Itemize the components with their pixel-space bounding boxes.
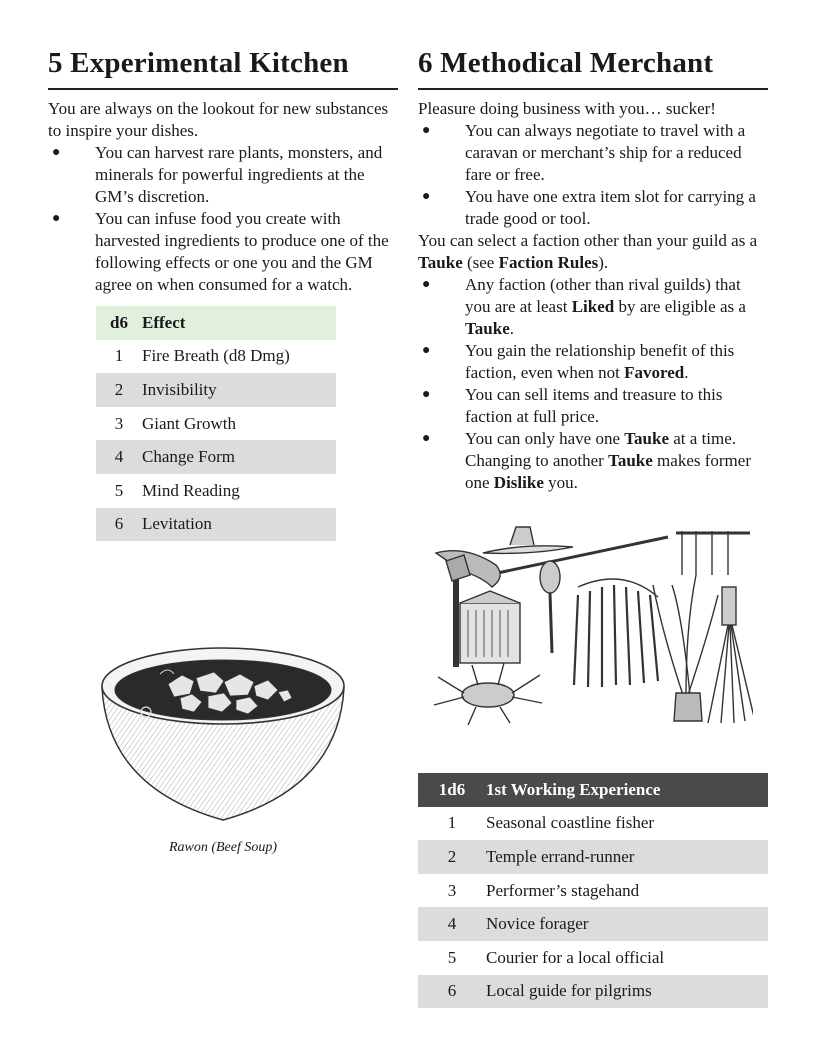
table-header-cell: 1d6 bbox=[418, 773, 486, 807]
table-header-cell: 1st Working Experience bbox=[486, 773, 768, 807]
table-cell: Invisibility bbox=[142, 373, 336, 407]
table-header-row bbox=[418, 773, 768, 807]
list-item: ● You can only have one Tauke at a time. Changing to another Tauke makes former one Dislike you. bbox=[422, 429, 751, 492]
bullet-icon: ● bbox=[422, 431, 431, 446]
table-cell: 4 bbox=[96, 440, 142, 474]
table-row bbox=[418, 874, 768, 908]
bullet-icon: ● bbox=[422, 123, 431, 138]
table-cell: 3 bbox=[447, 880, 457, 900]
table-cell: Fire Breath (d8 Dmg) bbox=[142, 346, 290, 366]
table-header-row bbox=[96, 306, 336, 340]
table-cell: Change Form bbox=[142, 440, 336, 474]
table-cell: Giant Growth bbox=[142, 413, 236, 433]
section-title-kitchen: 5 Experimental Kitchen bbox=[48, 44, 398, 90]
table-cell: 5 bbox=[114, 480, 124, 500]
faction-paragraph: You can select a faction other than your guild as a Tauke (see Faction Rules). bbox=[418, 231, 758, 272]
list-item: ● You have one extra item slot for carrying a trade good or tool. bbox=[422, 187, 756, 228]
bullet-icon: ● bbox=[422, 277, 431, 292]
list-item: ● Any faction (other than rival guilds) that you are at least Liked by are eligible as a Tauke. bbox=[422, 275, 746, 338]
table-header-cell: d6 bbox=[96, 306, 142, 340]
table-cell: 2 bbox=[96, 373, 142, 407]
table-cell: Temple errand-runner bbox=[486, 840, 768, 874]
table-cell: 1 bbox=[114, 346, 124, 366]
table-row bbox=[418, 840, 768, 874]
list-item: ● You can infuse food you create with harvested ingredients to produce one of the following effects or one you and the GM agree on when consumed for a watch. bbox=[52, 209, 389, 294]
table-row bbox=[418, 807, 768, 841]
table-cell: 1 bbox=[447, 813, 457, 833]
table-row bbox=[96, 440, 336, 474]
table-row bbox=[96, 407, 336, 441]
experimental-kitchen-section bbox=[48, 44, 398, 541]
bullet-icon: ● bbox=[52, 145, 61, 160]
list-item: ● You can harvest rare plants, monsters, and minerals for powerful ingredients at the GM’s discretion. bbox=[52, 143, 383, 206]
table-header-cell: Effect bbox=[142, 306, 336, 340]
soup-bowl-illustration bbox=[98, 638, 348, 823]
list-item: ● You gain the relationship benefit of this faction, even when not Favored. bbox=[422, 341, 735, 382]
merchant-bullets-1 bbox=[418, 120, 768, 230]
table-cell: 6 bbox=[418, 975, 486, 1009]
table-row bbox=[418, 975, 768, 1009]
table-cell: Courier for a local official bbox=[486, 947, 665, 967]
list-item: ● You can sell items and treasure to this faction at full price. bbox=[422, 385, 723, 426]
table-row bbox=[96, 508, 336, 542]
table-row bbox=[96, 373, 336, 407]
soup-bowl-icon bbox=[98, 638, 348, 823]
table-cell: Local guide for pilgrims bbox=[486, 975, 768, 1009]
trade-tools-icon bbox=[428, 525, 753, 735]
table-cell: 3 bbox=[114, 413, 124, 433]
soup-caption: Rawon (Beef Soup) bbox=[168, 840, 278, 855]
methodical-merchant-section bbox=[418, 44, 768, 494]
table-cell: Novice forager bbox=[486, 907, 768, 941]
table-cell: Mind Reading bbox=[142, 480, 240, 500]
table-cell: Seasonal coastline fisher bbox=[486, 813, 655, 833]
effect-table bbox=[96, 306, 336, 541]
table-cell: 5 bbox=[447, 947, 457, 967]
merchant-intro: Pleasure doing business with you… sucker! bbox=[418, 99, 716, 118]
bullet-icon: ● bbox=[422, 387, 431, 402]
table-row bbox=[418, 907, 768, 941]
list-item: ● You can always negotiate to travel with a caravan or merchant’s ship for a reduced fare or free. bbox=[422, 121, 746, 184]
section-title-merchant: 6 Methodical Merchant bbox=[418, 44, 768, 90]
kitchen-intro: You are always on the lookout for new substances to inspire your dishes. bbox=[48, 99, 389, 140]
table-cell: Levitation bbox=[142, 508, 336, 542]
table-cell: 6 bbox=[96, 508, 142, 542]
table-cell: Performer’s stagehand bbox=[486, 880, 640, 900]
table-cell: 4 bbox=[418, 907, 486, 941]
bullet-icon: ● bbox=[422, 343, 431, 358]
bullet-icon: ● bbox=[52, 211, 61, 226]
table-row bbox=[96, 340, 336, 374]
kitchen-bullets bbox=[48, 142, 398, 296]
merchant-bullets-2 bbox=[418, 274, 768, 494]
table-cell: 2 bbox=[418, 840, 486, 874]
trade-tools-illustration bbox=[428, 525, 753, 735]
table-row bbox=[418, 941, 768, 975]
bullet-icon: ● bbox=[422, 189, 431, 204]
table-row bbox=[96, 474, 336, 508]
working-experience-table bbox=[418, 773, 768, 1008]
